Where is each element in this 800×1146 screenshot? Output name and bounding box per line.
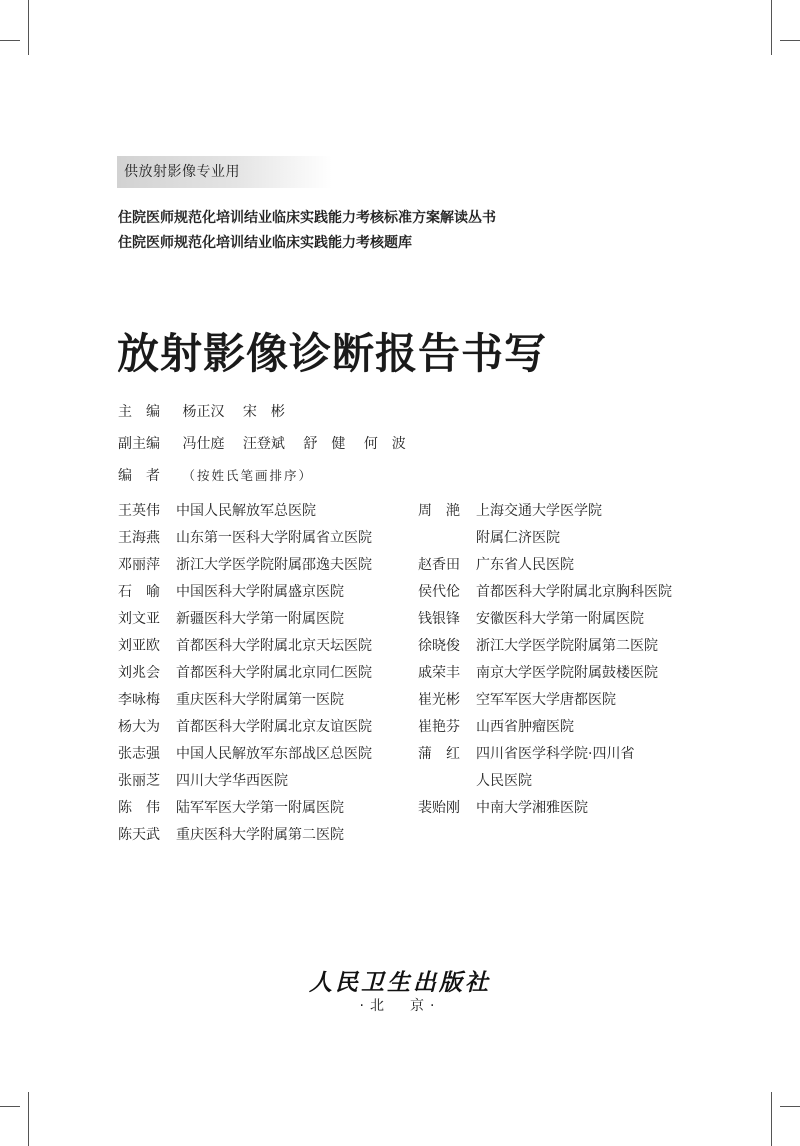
contributor-affiliation: 四川大学华西医院 [176,773,288,789]
contributor-affiliation: 人民医院 [476,773,532,789]
editor-name: 宋 彬 [242,404,285,420]
editor-name: 舒 健 [303,436,346,452]
contributor-entry [418,795,672,822]
contributor-name: 李咏梅 [118,692,160,708]
editor-name: 汪登斌 [242,436,285,452]
contributor-affiliation: 广东省人民医院 [476,557,574,573]
contributor-entry [118,714,372,741]
contributor-entry [118,741,372,768]
contributor-name: 徐晓俊 [418,638,460,654]
contributor-name: 赵香田 [418,557,460,573]
contributor-entry [418,606,672,633]
contributor-affiliation: 中南大学湘雅医院 [476,800,588,816]
contributor-affiliation: 首都医科大学附属北京胸科医院 [476,584,672,600]
contributor-affiliation: 山西省肿瘤医院 [476,719,574,735]
contributor-name: 张丽芝 [118,773,160,789]
contributor-affiliation: 重庆医科大学附属第二医院 [176,827,344,843]
chief-editor-role: 主 编 [118,404,160,420]
contributor-name: 石 喻 [118,584,160,600]
contributor-affiliation: 新疆医科大学第一附属医院 [176,611,344,627]
contributor-entry [418,552,672,579]
deputy-editor-role: 副主编 [118,436,160,452]
contributor-name: 钱银锋 [418,611,460,627]
contributor-name: 杨大为 [118,719,160,735]
contributor-affiliation: 浙江大学医学院附属第二医院 [476,638,658,654]
contributor-affiliation: 首都医科大学附属北京天坛医院 [176,638,372,654]
contributor-affiliation: 重庆医科大学附属第一医院 [176,692,344,708]
contributor-name: 刘文亚 [118,611,160,627]
contributor-affiliation: 附属仁济医院 [476,530,560,546]
contributors-role: 编 者 [118,468,160,484]
contributor-affiliation: 浙江大学医学院附属邵逸夫医院 [176,557,372,573]
contributor-affiliation: 上海交通大学医学院 [476,503,602,519]
usage-label: 供放射影像专业用 [124,164,240,180]
contributors-right-column [418,498,672,822]
contributor-entry [118,660,372,687]
editor-name: 杨正汉 [182,404,225,420]
contributor-affiliation: 中国人民解放军总医院 [176,503,316,519]
contributor-entry [118,525,372,552]
deputy-editor-row [118,433,420,455]
contributor-name: 刘兆会 [118,665,160,681]
contributor-entry [118,606,372,633]
contributors-left-column [118,498,372,849]
crop-mark [0,40,20,41]
contributor-entry [118,498,372,525]
contributors-note: （按姓氏笔画排序） [182,468,313,483]
contributor-entry [118,822,372,849]
contributor-name [418,525,476,552]
contributor-entry [418,741,672,768]
contributor-name: 裴贻刚 [418,800,460,816]
contributor-affiliation: 南京大学医学院附属鼓楼医院 [476,665,658,681]
crop-mark [28,1092,29,1146]
editor-name: 冯仕庭 [182,436,225,452]
contributor-name: 陈 伟 [118,800,160,816]
contributor-entry [418,714,672,741]
editor-name: 何 波 [363,436,406,452]
series-title-2: 住院医师规范化培训结业临床实践能力考核题库 [118,235,412,251]
contributor-entry [118,579,372,606]
contributor-affiliation: 四川省医学科学院·四川省 [476,746,635,762]
contributor-entry [418,633,672,660]
crop-mark [771,1092,772,1146]
contributor-name: 蒲 红 [418,746,460,762]
contributor-name: 戚荣丰 [418,665,460,681]
contributor-name: 侯代伦 [418,584,460,600]
contributor-entry [418,660,672,687]
crop-mark [771,0,772,55]
deputy-editor-names [182,436,419,452]
contributor-name: 张志强 [118,746,160,762]
contributor-entry [118,552,372,579]
contributor-entry [418,687,672,714]
contributor-affiliation: 陆军军医大学第一附属医院 [176,800,344,816]
book-title: 放射影像诊断报告书写 [117,329,548,378]
contributor-name: 崔光彬 [418,692,460,708]
contributor-name: 崔艳芬 [418,719,460,735]
contributor-affiliation: 中国医科大学附属盛京医院 [176,584,344,600]
publisher-logo: 人民卫生出版社 [309,969,491,996]
crop-mark [780,1106,800,1107]
contributor-entry [118,687,372,714]
contributor-entry [418,525,672,552]
contributor-affiliation: 山东第一医科大学附属省立医院 [176,530,372,546]
contributor-name: 王英伟 [118,503,160,519]
crop-mark [780,40,800,41]
series-title-1: 住院医师规范化培训结业临床实践能力考核标准方案解读丛书 [118,210,496,226]
contributor-name: 王海燕 [118,530,160,546]
contributor-affiliation: 首都医科大学附属北京同仁医院 [176,665,372,681]
contributor-affiliation: 首都医科大学附属北京友谊医院 [176,719,372,735]
contributor-affiliation: 安徽医科大学第一附属医院 [476,611,644,627]
contributor-entry [118,768,372,795]
contributor-entry [118,795,372,822]
contributor-affiliation: 中国人民解放军东部战区总医院 [176,746,372,762]
contributor-name: 陈天武 [118,827,160,843]
crop-mark [28,0,29,55]
contributors-row [118,465,313,487]
contributor-entry [418,498,672,525]
contributor-name [418,768,476,795]
contributor-entry [418,579,672,606]
contributor-name: 邓丽萍 [118,557,160,573]
crop-mark [0,1106,20,1107]
contributor-entry [418,768,672,795]
chief-editor-row [118,401,299,423]
chief-editor-names [182,404,298,420]
contributor-name: 刘亚欧 [118,638,160,654]
contributor-affiliation: 空军军医大学唐都医院 [476,692,616,708]
contributor-entry [118,633,372,660]
contributor-name: 周 滟 [418,503,460,519]
publisher-city: ·北 京· [359,998,441,1014]
